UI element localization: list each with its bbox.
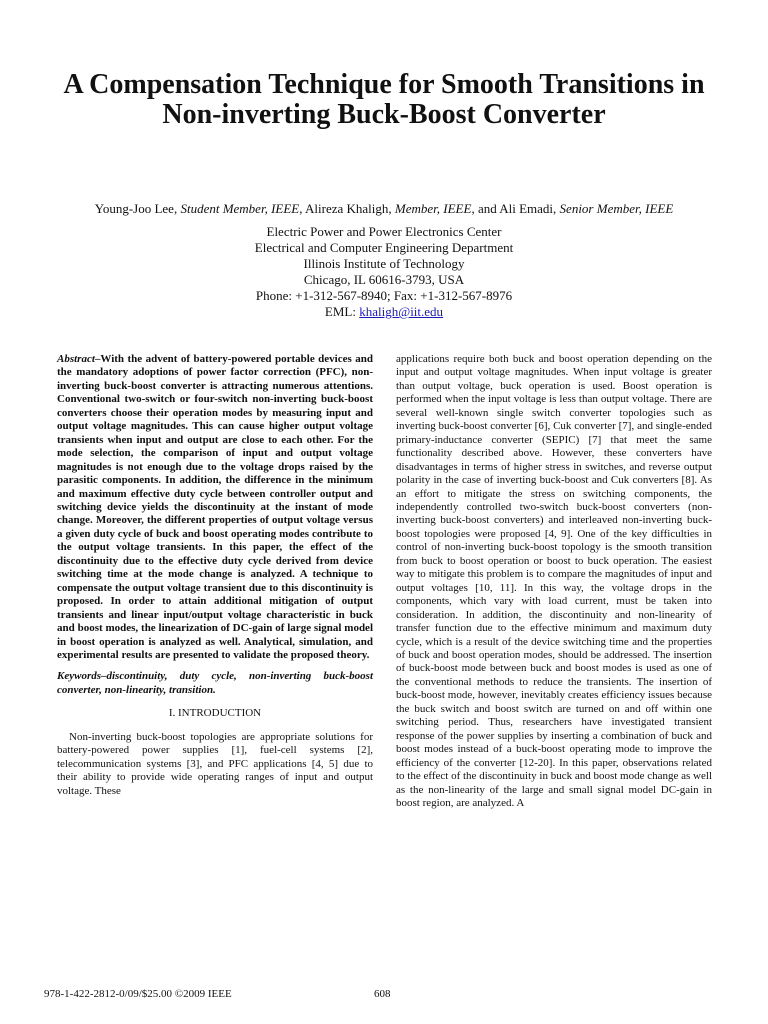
page-number: 608 [374,988,391,1000]
author-role-2: Member, IEEE [394,201,472,216]
left-column [57,353,373,798]
author-name-3: , and Ali Emadi, [471,201,560,216]
right-column [396,353,712,810]
paper-title: A Compensation Technique for Smooth Transitions in Non-inverting Buck-Boost Converter [63,69,705,130]
affiliation-email-line [100,304,668,320]
affiliation-institute: Illinois Institute of Technology [303,256,465,271]
copyright-footer: 978-1-422-2812-0/09/$25.00 ©2009 IEEE [44,988,232,1000]
intro-paragraph-right: applications require both buck and boost operation depending on the input and output voltage magnitudes. When input voltage is greater than output voltage, buck operation is used. Boost operation is performed when the input voltage is less than output voltage. There are several well-known single switch converter topologies such as inverting buck-boost converter [6], Cuk converter [7], and single-ended primary-inductance converter (SEPIC) [7] that meet the same functionality described above. However, these converters have disadvantages in terms of higher stress in switches, and reverse output polarity in the case of inverting buck-boost and Cuk converters [8]. As an effort to mitigate the stress on switching components, the independently controlled two-switch buck-boost converters (non-inverting buck-boost converters) and interleaved non-inverting buck-boost topologies were proposed [4, 9]. One of the key difficulties in control of non-inverting buck-boost topology is the smooth transition from buck to boost operation or boost to buck operation. The easiest way to mitigate this problem is to compare the magnitudes of input and output voltages [10, 11]. In this way, the voltage drops in the components, which vary with load current, must be taken into consideration. In addition, the discontinuity and non-linearity of transfer function due to the effective minimum and maximum duty cycle, which is a result of the device switching time and the properties of buck and boost operation modes, should be addressed. The insertion of buck-boost mode between buck and boost modes is used as one of the conventional methods to reduce the transients. The insertion of buck-boost mode, however, inevitably creates efficiency issues because the buck switch and boost switch are turned on and off within one switching period. Thus, researchers have investigated transient response of the power supplies by inserting a combination of buck and boost modes instead of a buck-boost operating mode to improve the efficiency of the converter [12-20]. In this paper, observations related to the effect of the discontinuity in buck and boost mode change as well as the non-linearity of the large and small signal model DC-gain in boost region, are analyzed. A [396,353,712,809]
keywords: Keywords–discontinuity, duty cycle, non-inverting buck-boost converter, non-linearity, transition. [57,670,373,696]
affiliation-department: Electrical and Computer Engineering Department [254,240,514,255]
section-heading: I. INTRODUCTION [168,707,262,720]
email-link[interactable]: khaligh@iit.edu [359,304,444,319]
author-name-2: , Alireza Khaligh, [299,201,395,216]
affiliation-center: Electric Power and Power Electronics Center [266,224,502,239]
author-role-3: Senior Member, IEEE [559,201,674,216]
author-line: Young-Joo Lee, Student Member, IEEE, Alireza Khaligh, Member, IEEE, and Ali Emadi, Senior Member, IEEE [94,201,674,216]
abstract-lead: Abstract [57,353,95,365]
email-label: EML: [324,304,360,319]
affiliation-phone-fax: Phone: +1-312-567-8940; Fax: +1-312-567-8976 [255,288,513,303]
abstract [57,353,373,662]
author-role-1: Student Member, IEEE [180,201,300,216]
affiliation-block [100,224,668,320]
abstract-text: –With the advent of battery-powered portable devices and the mandatory adoptions of power factor correction (PFC), non-inverting buck-boost converter is attracting numerous attentions. Conventional two-switch or four-switch non-inverting buck-boost converters choose their operation modes by measuring input and output voltage magnitudes. This can cause higher output voltage transients when input and output are close to each other. For the mode selection, the comparison of input and output voltage magnitudes is not enough due to the voltage drops raised by the parasitic components. In addition, the difference in the minimum and maximum effective duty cycle between controller output and switching device yields the discontinuity at the instant of mode change. Moreover, the different properties of output voltage versus a given duty cycle of buck and boost operating modes contribute to the output voltage transients. In this paper, the effect of the discontinuity due to the effective duty cycle derived from device switching time at the mode change is analyzed. A technique to compensate the output voltage transient due to this discontinuity is proposed. In order to attain additional mitigation of output transients and linear input/output voltage characteristic in buck and boost modes, the linearization of DC-gain of large signal model in boost operation is analyzed as well. Analytical, simulation, and experimental results are presented to validate the proposed theory. [57,353,373,661]
intro-paragraph-left: Non-inverting buck-boost topologies are appropriate solutions for battery-powered power supplies [1], fuel-cell systems [2], telecommunication systems [3], and PFC applications [4, 5] due to their ability to provide wide operating ranges of input and output voltage. These [57,730,373,797]
affiliation-address: Chicago, IL 60616-3793, USA [303,272,465,287]
